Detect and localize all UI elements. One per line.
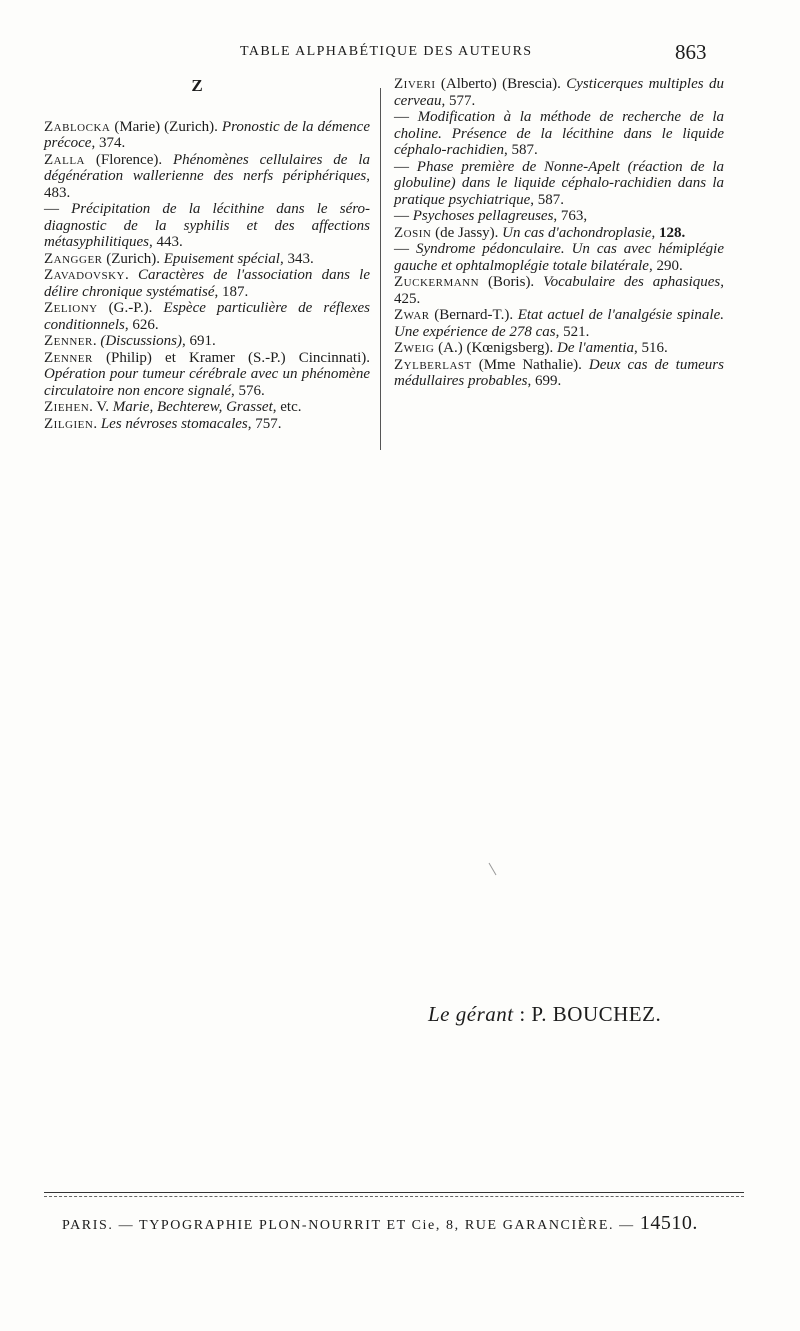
entry-detail: — — [394, 208, 413, 224]
entry-title: De l'amentia — [557, 340, 634, 356]
entry-title: Psychoses pellagreuses — [412, 208, 554, 224]
author-name: Zenner — [44, 349, 93, 366]
entry-detail: (Boris). — [479, 274, 544, 290]
entry-page-ref: , 576. — [231, 382, 265, 399]
entry-page-ref: , 587. — [503, 142, 538, 158]
entry-title: Vocabulaire des aphasiques — [543, 274, 721, 290]
entry-page-ref: , 374. — [91, 135, 126, 151]
index-entry — [394, 159, 724, 209]
signature-name: P. BOUCHEZ. — [531, 1002, 662, 1026]
entry-page-ref: , 187. — [214, 283, 249, 300]
imprint-number: 14510. — [639, 1212, 698, 1234]
author-name: Zweig — [394, 340, 435, 356]
entry-detail: . — [92, 333, 101, 349]
right-entries-list — [394, 76, 724, 390]
entry-page-ref: , 443. — [149, 234, 183, 250]
entry-page-ref: , 290. — [648, 257, 683, 274]
signature-separator: : — [513, 1002, 532, 1026]
author-name: Zuckermann — [394, 274, 480, 290]
index-entry — [44, 119, 370, 152]
index-entry — [44, 251, 370, 268]
entry-title: Cysticerques multiples du cerveau — [394, 76, 724, 109]
entry-title: Phénomènes cellulaires de la dégénération wallerienne des nerfs périphériques — [44, 151, 370, 184]
column-divider — [380, 88, 381, 450]
index-entry — [44, 300, 370, 333]
entry-detail: . — [125, 267, 138, 283]
index-entry — [44, 201, 370, 251]
author-name: Zangger — [44, 250, 103, 267]
entry-page-ref: , 626. — [124, 316, 159, 333]
entry-title: Syndrome pédonculaire. Un cas avec hémiplégie gauche et ophtalmoplégie totale bilatérale — [394, 241, 724, 274]
entry-title: Modification à la méthode de recherche de la choline. Présence de la lécithine dans le liquide céphalo-rachidien — [394, 109, 725, 158]
author-name: Zosin — [394, 224, 432, 241]
index-entry — [44, 350, 370, 400]
left-entries-list — [44, 119, 370, 433]
index-entry — [394, 340, 724, 357]
imprint-text: PARIS. — TYPOGRAPHIE PLON-NOURRIT ET Cie, 8, RUE GARANCIÈRE. — — [62, 1218, 635, 1233]
entry-detail: (G.-P.). — [97, 300, 164, 316]
entry-bold-ref: 128. — [658, 224, 686, 241]
entry-title: Opération pour tumeur cérébrale avec un phénomène circulatoire non encore signalé — [44, 366, 370, 399]
entry-page-ref: , etc. — [272, 399, 302, 415]
entry-title: Un cas d'achondroplasie — [502, 224, 652, 241]
entry-page-ref: , 483. — [44, 168, 370, 201]
index-entry — [44, 267, 370, 300]
entry-page-ref: , 763, — [553, 208, 588, 224]
page-number: 863 — [675, 40, 707, 64]
print-mark — [489, 863, 497, 876]
author-name: Zeliony — [44, 300, 98, 316]
entry-detail: (Florence). — [85, 151, 173, 168]
section-letter: Z — [191, 76, 203, 95]
entry-detail: (Zurich). — [102, 250, 164, 267]
entry-page-ref: , 521. — [555, 323, 590, 340]
entry-detail: — — [394, 109, 418, 125]
entry-detail: — — [394, 158, 417, 175]
entry-title: Précipitation de la lécithine dans le séro-diagnostic de la syphilis et des affections métasyphilitiques — [44, 201, 370, 250]
page-header — [0, 40, 800, 70]
index-entry — [394, 208, 724, 225]
author-name: Ziveri — [394, 76, 436, 92]
entry-title: Etat actuel de l'analgésie spinale. Une expérience de 278 cas — [394, 307, 724, 340]
index-entry — [394, 357, 724, 390]
entry-page-ref: , 343. — [279, 250, 314, 267]
left-column — [44, 76, 370, 432]
entry-detail: . — [93, 415, 101, 432]
index-entry — [394, 109, 724, 159]
entry-title: Les névroses stomacales — [100, 415, 248, 432]
index-entry — [44, 333, 370, 350]
entry-page-ref: , 757. — [247, 415, 282, 432]
signature — [428, 1002, 661, 1027]
entry-detail: — — [44, 201, 72, 217]
index-entry — [44, 152, 370, 202]
author-name: Zilgien — [44, 415, 94, 432]
running-title: TABLE ALPHABÉTIQUE DES AUTEURS — [240, 44, 533, 59]
index-entry — [394, 307, 724, 340]
author-name: Zenner — [44, 333, 93, 349]
author-name: Zavadovsky — [44, 267, 125, 283]
entry-detail: (de Jassy). — [431, 224, 503, 241]
entry-detail: — — [394, 241, 416, 257]
entry-detail: (Bernard-T.). — [429, 307, 518, 323]
author-name: Ziehen — [44, 399, 90, 415]
entry-detail: (Philip) et Kramer (S.-P.) Cincinnati). — [92, 349, 370, 366]
entry-title: Marie, Bechterew, Grasset — [112, 399, 273, 415]
footer-rule-dashed — [44, 1196, 744, 1197]
entry-title: Espèce particulière de réflexes conditionnels — [44, 300, 370, 333]
footer-rule — [44, 1192, 744, 1193]
entry-page-ref: , 699. — [527, 373, 562, 389]
author-name: Zablocka — [44, 118, 111, 135]
entry-page-ref: , 516. — [633, 340, 668, 356]
entry-title: Pronostic de la démence précoce — [44, 118, 370, 151]
entry-title: Phase première de Nonne-Apelt (réaction de la globuline) dans le liquide céphalo-rachidien dans la pratique psychiatrique — [394, 158, 724, 208]
entry-title: Epuisement spécial — [163, 250, 280, 267]
index-entry — [394, 241, 724, 274]
entry-detail: (A.) (Kœnigsberg). — [434, 340, 557, 356]
entry-page-ref: , 577. — [441, 92, 476, 109]
index-entry — [394, 274, 724, 307]
index-entry — [44, 399, 370, 416]
index-entry — [394, 76, 724, 109]
printer-imprint — [62, 1212, 698, 1235]
signature-role: Le gérant — [428, 1002, 514, 1026]
entry-page-ref: , 587. — [530, 191, 564, 208]
entry-detail: (Marie) (Zurich). — [110, 118, 222, 135]
entry-page-ref: , 425. — [394, 274, 724, 307]
entry-title: (Discussions) — [100, 333, 182, 349]
entry-title: Deux cas de tumeurs médullaires probables — [394, 356, 724, 389]
index-entry — [44, 416, 370, 433]
entry-page-ref: , — [651, 224, 659, 241]
entry-detail: (Alberto) (Brescia). — [435, 76, 567, 92]
author-name: Zwar — [394, 307, 430, 323]
author-name: Zalla — [44, 151, 85, 168]
entry-detail: . V. — [89, 399, 113, 415]
entry-title: Caractères de l'association dans le délire chronique systématisé — [44, 267, 371, 300]
right-column — [394, 76, 724, 390]
entry-detail: (Mme Nathalie). — [471, 356, 589, 373]
index-entry — [394, 225, 724, 242]
entry-page-ref: , 691. — [182, 333, 216, 349]
author-name: Zylberlast — [394, 356, 472, 373]
